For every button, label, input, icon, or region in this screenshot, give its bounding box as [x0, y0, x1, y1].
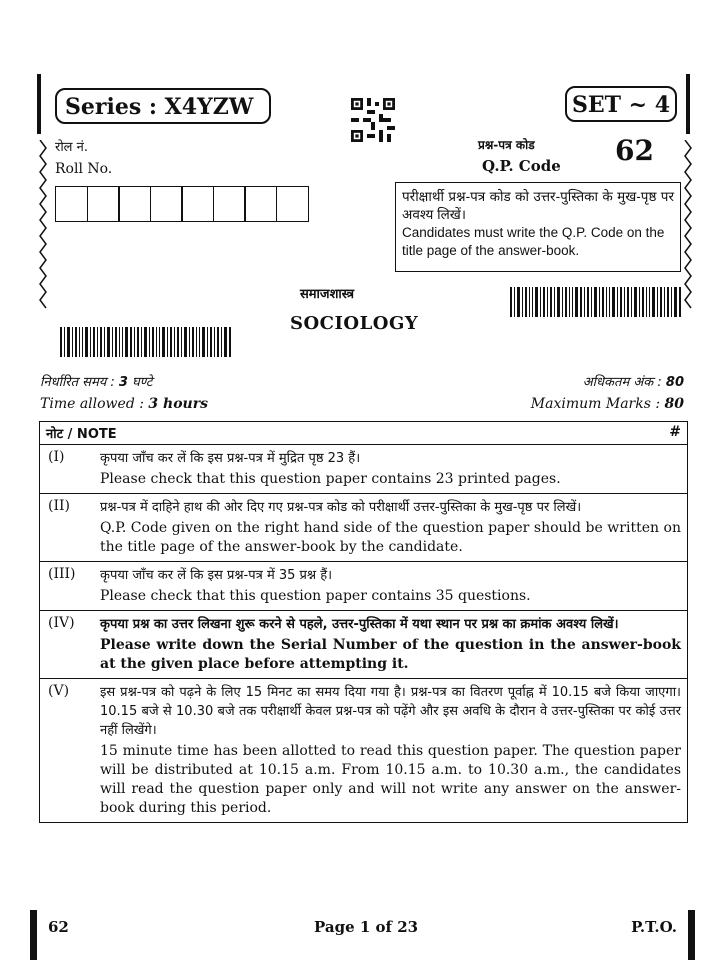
footer-left-bar [30, 910, 37, 960]
note-row [40, 562, 687, 611]
time-en-value: 3 hours [148, 396, 208, 412]
time-allowed-hindi [40, 372, 152, 390]
candidate-instruction-hindi: परीक्षार्थी प्रश्न-पत्र कोड को उत्तर-पुस्तिका के मुख-पृष्ठ पर अवश्य लिखें। [402, 189, 674, 222]
marks-en-value: 80 [664, 396, 684, 412]
roll-digit-box[interactable] [213, 186, 246, 222]
note-text: Please check that this question paper contains 23 printed pages. [100, 471, 561, 487]
note-text: 15 minute time has been allotted to read this question paper. The question paper will be distributed at 10.15 a.m. From 10.15 a.m. to 10.30 a.m., the candidates will read the question paper only and will not write any answer on the answer-book during this period. [100, 743, 681, 816]
note-text-hindi: इस प्रश्न-पत्र को पढ़ने के लिए 15 मिनट का समय दिया गया है। प्रश्न-पत्र का वितरण पूर्वाह्न में 10.15 बजे किया जाएगा। 10.15 बजे से 10.30 बजे तक परीक्षार्थी केवल प्रश्न-पत्र को पढ़ेंगे और इस अवधि के दौरान वे उत्तर-पुस्तिका पर कोई उत्तर नहीं लिखेंगे। [100, 685, 681, 738]
note-number: (IV) [48, 615, 75, 631]
roll-digit-box[interactable] [181, 186, 214, 222]
note-hash: # [669, 424, 681, 440]
qr-code-icon [351, 98, 395, 142]
candidate-instruction-box [395, 182, 681, 272]
roll-digit-box[interactable] [55, 186, 88, 222]
set-label: SET ~ 4 [565, 86, 677, 122]
time-hi-value: 3 [118, 375, 128, 390]
note-text: Q.P. Code given on the right hand side of the question paper should be written on the title page of the answer-book by the candidate. [100, 520, 681, 555]
time-allowed [40, 396, 208, 412]
marks-en-label: Maximum Marks : [530, 396, 665, 412]
marks-hi-label: अधिकतम अंक : [582, 375, 666, 390]
max-marks [531, 396, 684, 412]
roll-number-boxes[interactable] [55, 186, 307, 222]
note-row [40, 611, 687, 679]
time-en-label: Time allowed : [40, 396, 149, 412]
note-heading-row [40, 422, 687, 445]
footer-pto: P.T.O. [631, 918, 677, 936]
footer-page-number: Page 1 of 23 [314, 918, 419, 936]
subject-title: SOCIOLOGY [290, 313, 419, 334]
roll-digit-box[interactable] [150, 186, 183, 222]
candidate-instruction-english: Candidates must write the Q.P. Code on the title page of the answer-book. [402, 225, 665, 258]
max-marks-hindi [583, 372, 684, 390]
right-edge-bar [686, 74, 690, 134]
barcode-right [510, 287, 682, 317]
barcode-left [60, 327, 232, 357]
right-zigzag-decoration [683, 140, 693, 310]
time-hi-label: निर्धारित समय : [40, 375, 119, 390]
footer-right-bar [688, 910, 695, 960]
note-text: Please write down the Serial Number of the question in the answer-book at the given place before attempting it. [100, 637, 681, 672]
note-text-hindi: कृपया जाँच कर लें कि इस प्रश्न-पत्र में मुद्रित पृष्ठ 23 हैं। [100, 451, 361, 466]
note-number: (I) [48, 449, 65, 465]
qp-code-value: 62 [615, 134, 654, 167]
note-text-hindi: प्रश्न-पत्र में दाहिने हाथ की ओर दिए गए प्रश्न-पत्र कोड को परीक्षार्थी उत्तर-पुस्तिका के मुख-पृष्ठ पर लिखें। [100, 500, 582, 515]
note-row [40, 679, 687, 822]
roll-digit-box[interactable] [87, 186, 120, 222]
roll-digit-box[interactable] [244, 186, 277, 222]
roll-label-hindi: रोल नं. [55, 140, 88, 155]
footer-code: 62 [48, 918, 69, 936]
roll-digit-box[interactable] [118, 186, 151, 222]
note-heading: नोट / NOTE [46, 427, 117, 442]
note-row [40, 445, 687, 494]
note-row [40, 494, 687, 562]
note-number: (II) [48, 498, 70, 514]
series-label: Series : X4YZW [55, 88, 271, 124]
qp-code-label: Q.P. Code [482, 157, 561, 175]
qp-code-label-hindi: प्रश्न-पत्र कोड [478, 138, 535, 152]
left-zigzag-decoration [38, 140, 48, 310]
note-text: Please check that this question paper contains 35 questions. [100, 588, 531, 604]
note-text-hindi: कृपया प्रश्न का उत्तर लिखना शुरू करने से पहले, उत्तर-पुस्तिका में यथा स्थान पर प्रश्न का क्रमांक अवश्य लिखें। [100, 617, 619, 632]
roll-label: Roll No. [55, 161, 113, 177]
time-hi-unit: घण्टे [127, 375, 153, 390]
note-text-hindi: कृपया जाँच कर लें कि इस प्रश्न-पत्र में 35 प्रश्न हैं। [100, 568, 333, 583]
note-table [39, 421, 688, 823]
note-number: (III) [48, 566, 76, 582]
roll-digit-box[interactable] [276, 186, 309, 222]
subject-title-hindi: समाजशास्त्र [300, 287, 355, 302]
marks-hi-value: 80 [665, 375, 684, 390]
left-edge-bar [37, 74, 41, 134]
note-number: (V) [48, 683, 70, 699]
